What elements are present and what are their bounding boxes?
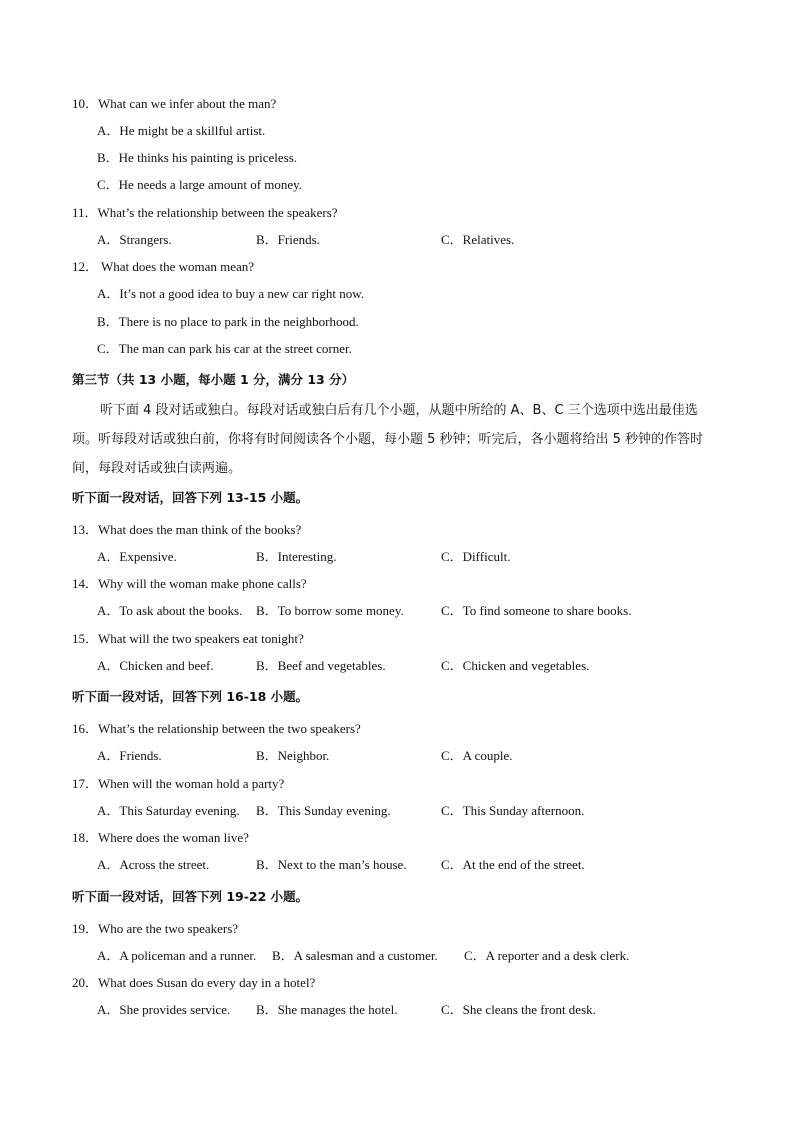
question-16-option-c: C．A couple. — [441, 748, 513, 763]
question-12-option-b: B．There is no place to park in the neighborhood. — [97, 314, 359, 329]
question-15-option-c: C．Chicken and vegetables. — [441, 658, 590, 673]
question-17-option-c: C．This Sunday afternoon. — [441, 803, 585, 818]
group-2-heading: 听下面一段对话，回答下列 16-18 小题。 — [72, 689, 309, 704]
question-15-stem: 15．What will the two speakers eat tonight? — [72, 631, 304, 646]
question-19-stem: 19．Who are the two speakers? — [72, 921, 239, 936]
question-15-option-b: B．Beef and vegetables. — [256, 658, 386, 673]
section-3-instructions: 听下面 4 段对话或独白。每段对话或独白后有几个小题，从题中所给的 A、B、C 三个选项中选出最佳选项。听每段对话或独白前，你将有时间阅读各个小题，每小题 5 秒钟；听完后，各小题将给出 5 秒钟的作答时间，每段对话或独白读两遍。 — [72, 403, 704, 476]
question-11-option-c: C．Relatives. — [441, 232, 515, 247]
question-16-stem: 16．What’s the relationship between the two speakers? — [72, 721, 361, 736]
question-20-option-c: C．She cleans the front desk. — [441, 1002, 596, 1017]
question-11-option-b: B．Friends. — [256, 232, 320, 247]
group-3-heading: 听下面一段对话，回答下列 19-22 小题。 — [72, 889, 309, 904]
question-13-stem: 13．What does the man think of the books? — [72, 522, 302, 537]
question-14-option-c: C．To find someone to share books. — [441, 603, 632, 618]
question-10-option-a: A．He might be a skillful artist. — [97, 123, 266, 138]
question-11-stem: 11．What’s the relationship between the speakers? — [72, 205, 338, 220]
question-10-option-b: B．He thinks his painting is priceless. — [97, 150, 298, 165]
question-19-option-a: A．A policeman and a runner. — [97, 948, 257, 963]
question-13-option-a: A．Expensive. — [97, 549, 177, 564]
question-17-stem: 17．When will the woman hold a party? — [72, 776, 285, 791]
question-10-option-c: C．He needs a large amount of money. — [97, 177, 303, 192]
question-18-option-c: C．At the end of the street. — [441, 857, 585, 872]
question-13-option-b: B．Interesting. — [256, 549, 337, 564]
question-11-option-a: A．Strangers. — [97, 232, 172, 247]
question-14-option-a: A．To ask about the books. — [97, 603, 243, 618]
question-14-stem: 14．Why will the woman make phone calls? — [72, 576, 307, 591]
section-3-title: 第三节（共 13 小题，每小题 1 分，满分 13 分） — [72, 372, 355, 387]
question-10-stem: 10．What can we infer about the man? — [72, 96, 277, 111]
question-12-stem: 12． What does the woman mean? — [72, 259, 255, 274]
question-18-option-b: B．Next to the man’s house. — [256, 857, 407, 872]
question-17-option-b: B．This Sunday evening. — [256, 803, 391, 818]
question-13-option-c: C．Difficult. — [441, 549, 511, 564]
question-20-stem: 20．What does Susan do every day in a hotel? — [72, 975, 316, 990]
question-18-option-a: A．Across the street. — [97, 857, 210, 872]
question-16-option-a: A．Friends. — [97, 748, 162, 763]
question-17-option-a: A．This Saturday evening. — [97, 803, 240, 818]
question-18-stem: 18．Where does the woman live? — [72, 830, 249, 845]
question-20-option-a: A．She provides service. — [97, 1002, 231, 1017]
question-12-option-c: C．The man can park his car at the street corner. — [97, 341, 352, 356]
question-19-option-b: B．A salesman and a customer. — [272, 948, 438, 963]
question-12-option-a: A．It’s not a good idea to buy a new car right now. — [97, 286, 365, 301]
question-19-option-c: C．A reporter and a desk clerk. — [464, 948, 630, 963]
group-1-heading: 听下面一段对话，回答下列 13-15 小题。 — [72, 490, 309, 505]
question-20-option-b: B．She manages the hotel. — [256, 1002, 398, 1017]
question-15-option-a: A．Chicken and beef. — [97, 658, 214, 673]
question-14-option-b: B．To borrow some money. — [256, 603, 404, 618]
question-16-option-b: B．Neighbor. — [256, 748, 330, 763]
